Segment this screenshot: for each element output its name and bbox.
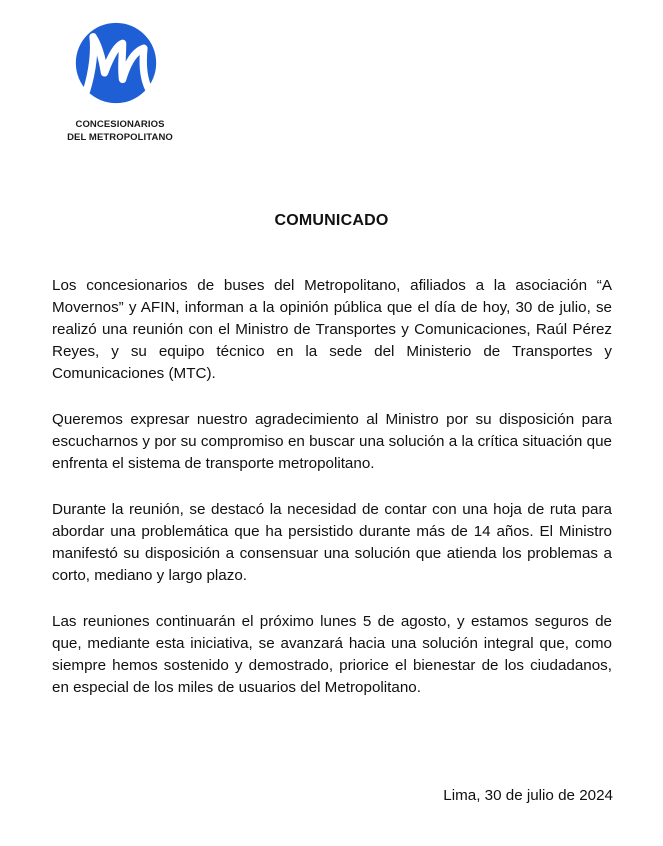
organization-name-line2: DEL METROPOLITANO: [67, 132, 173, 143]
paragraph-4: Las reuniones continuarán el próximo lunes 5 de agosto, y estamos seguros de que, mediante esta iniciativa, se avanzará hacia una solución integral que, como siempre hemos sostenido y demostrado, priorice el bienestar de los ciudadanos, en especial de los miles de usuarios del Metropolitano.: [52, 613, 612, 696]
document-title: COMUNICADO: [274, 212, 389, 229]
metropolitano-m-logo-icon: [75, 22, 157, 104]
document-body: [52, 275, 612, 723]
paragraph-1: Los concesionarios de buses del Metropolitano, afiliados a la asociación “A Movernos” y AFIN, informan a la opinión pública que el día de hoy, 30 de julio, se realizó una reunión con el Ministro de Transportes y Comunicaciones, Raúl Pérez Reyes, y su equipo técnico en la sede del Ministerio de Transportes y Comunicaciones (MTC).: [52, 277, 612, 382]
organization-name-line1: CONCESIONARIOS: [75, 119, 165, 130]
paragraph-3: Durante la reunión, se destacó la necesidad de contar con una hoja de ruta para abordar una problemática que ha persistido durante más de 14 años. El Ministro manifestó su disposición a consensuar una solución que atienda los problemas a corto, mediano y largo plazo.: [52, 501, 612, 584]
paragraph-2: Queremos expresar nuestro agradecimiento al Ministro por su disposición para escucharnos y por su compromiso en buscar una solución a la crítica situación que enfrenta el sistema de transporte metropolitano.: [52, 411, 612, 472]
place-date-signoff: Lima, 30 de julio de 2024: [443, 787, 613, 804]
organization-name: [55, 118, 185, 144]
